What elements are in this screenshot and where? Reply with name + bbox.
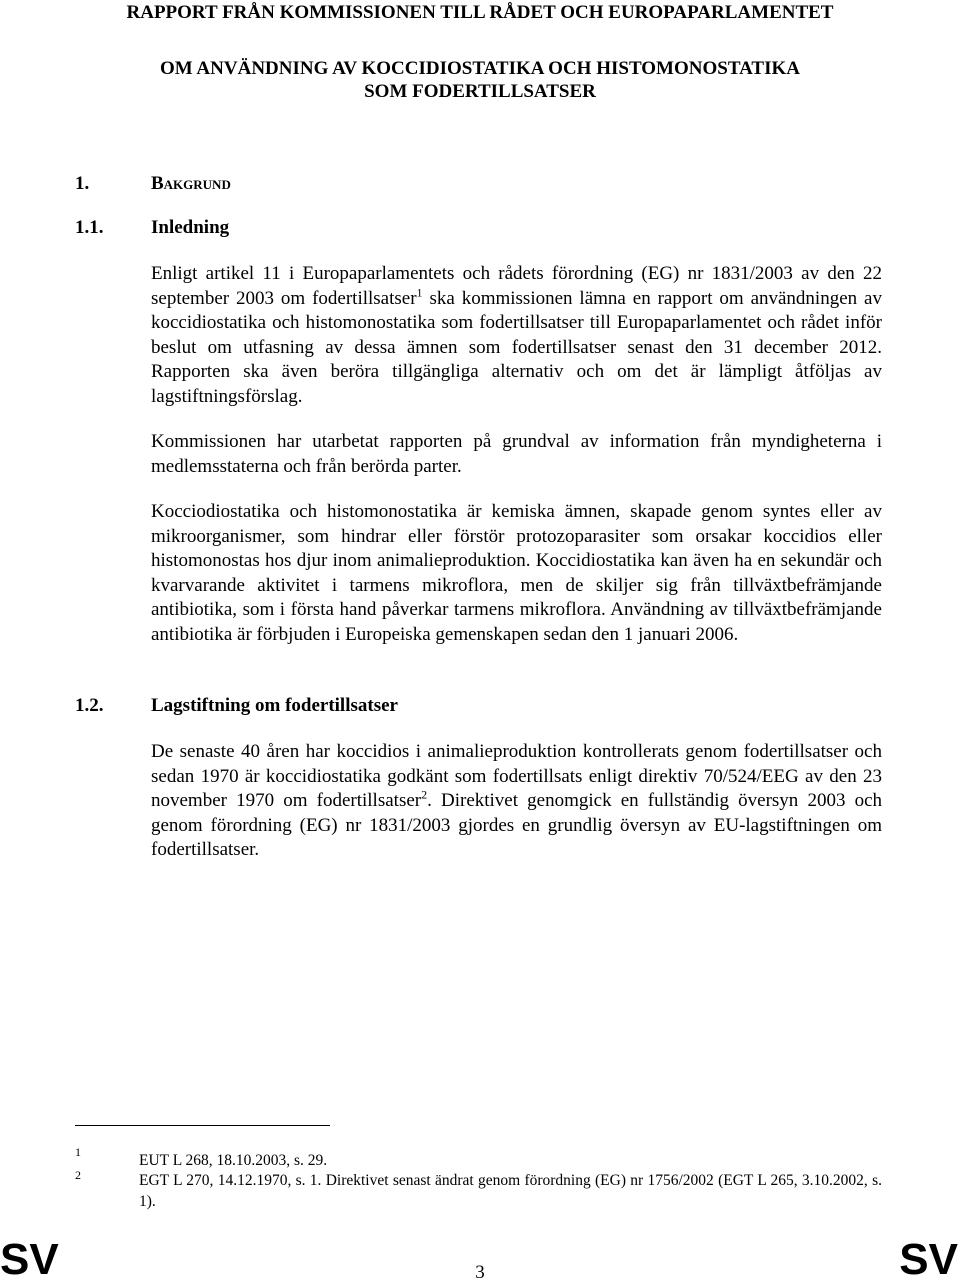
paragraph-1-1-a-text-cont: ska kommissionen lämna en rapport om användningen av koccidiostatika och histomonostatika som fodertillsatser till Europaparlamentet och rådet inför beslut om utfasning av dessa ämnen som fodertillsatser senast den 31 december 2012. Rapporten ska även beröra tillgängliga alternativ och om det är lämpligt åtföljas av lagstiftningsförslag. (151, 287, 882, 407)
section-1-1-number: 1.1. (75, 217, 104, 238)
footnote-2-text: EGT L 270, 14.12.1970, s. 1. Direktivet senast ändrat genom förordning (EG) nr 1756/2002 (EGT L 265, 3.10.2002, s. 1). (139, 1172, 882, 1210)
report-title-line-2: OM ANVÄNDNING AV KOCCIDIOSTATIKA OCH HISTOMONOSTATIKA (160, 58, 800, 79)
section-1-1-title: Inledning (151, 217, 230, 238)
footnote-ref-1: 1 (416, 285, 423, 300)
section-1-2-title: Lagstiftning om fodertillsatser (151, 695, 398, 716)
paragraph-1-1-a (151, 262, 882, 410)
footnote-ref-2: 2 (421, 787, 428, 802)
paragraph-1-2-a-text: De senaste 40 åren har koccidios i animalieproduktion kontrollerats genom fodertillsatser och sedan 1970 är koccidiostatika godkänt som fodertillsats enligt direktiv 70/524/EEG av den 23 november 1970 om fodertillsatser (151, 741, 882, 812)
section-1-number: 1. (75, 173, 90, 194)
page-number: 3 (475, 1262, 485, 1283)
footnote-separator (75, 1125, 330, 1126)
section-1-title: Bakgrund (151, 173, 231, 194)
paragraph-1-1-a-text: Enligt artikel 11 i Europaparlamentets och rådets förordning (EG) nr 1831/2003 av den 22 september 2003 om fodertillsatser (151, 263, 882, 309)
language-tag-left: SV (0, 1235, 59, 1284)
paragraph-1-2-a (151, 740, 882, 863)
report-title-line-3: SOM FODERTILLSATSER (364, 81, 596, 102)
report-title-line-1: RAPPORT FRÅN KOMMISSIONEN TILL RÅDET OCH EUROPAPARLAMENTET (126, 2, 834, 23)
paragraph-1-1-b: Kommissionen har utarbetat rapporten på grundval av information från myndigheterna i medlemsstaterna och från berörda parter. (151, 431, 882, 477)
footnote-1-number: 1 (75, 1145, 81, 1159)
paragraph-1-1-c: Kocciodiostatika och histomonostatika är kemiska ämnen, skapade genom syntes eller av mikroorganismer, som hindrar eller förstör protozoparasiter som orsakar koccidios eller histomonostas hos djur inom animalieproduktion. Koccidiostatika kan även ha en sekundär och kvarvarande aktivitet i tarmens mikroflora, men de skiljer sig från tillväxtbefrämjande antibiotika, som i första hand påverkar tarmens mikroflora. Användning av tillväxtbefrämjande antibiotika är förbjuden i Europeiska gemenskapen sedan den 1 januari 2006. (151, 501, 882, 645)
language-tag-right: SV (899, 1235, 958, 1284)
footnote-1-text: EUT L 268, 18.10.2003, s. 29. (139, 1152, 328, 1169)
section-1-2-number: 1.2. (75, 695, 104, 716)
paragraph-1-2-a-text-cont: . Direktivet genomgick en fullständig översyn 2003 och genom förordning (EG) nr 1831/2003 gjordes en grundlig översyn av EU-lagstiftningen om fodertillsatser. (151, 790, 882, 861)
footnote-2-number: 2 (75, 1168, 81, 1182)
